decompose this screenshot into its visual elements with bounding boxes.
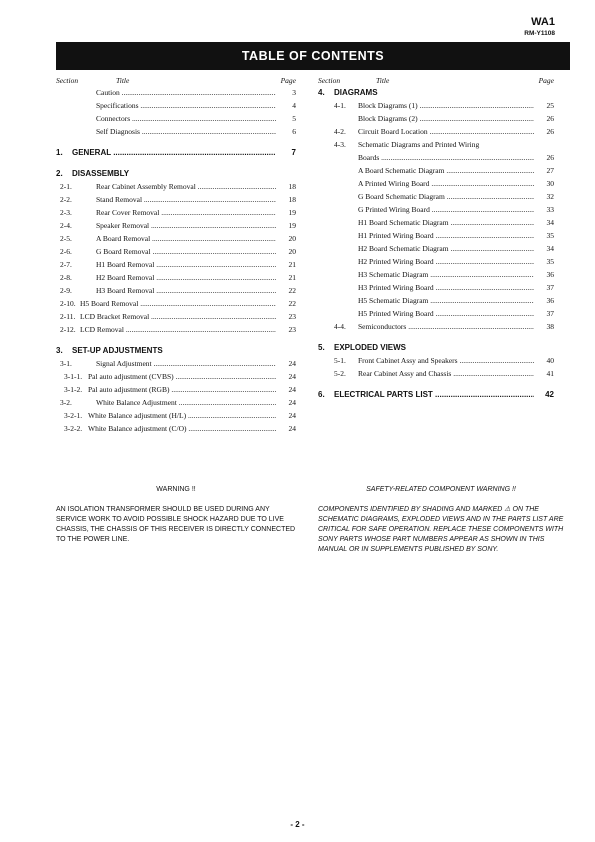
entry-title: Pal auto adjustment (CVBS) ..... [88,372,276,381]
entry-title: H2 Board Schematic Diagram ..... [358,244,534,253]
entry-title: Speaker Removal ..... [96,221,276,230]
entry-page: 26 [546,153,554,162]
toc-entry [56,312,296,325]
entry-number: 3-2-2. [64,424,83,433]
entry-page: 22 [288,286,296,295]
entry-number: 5-2. [334,369,346,378]
entry-title: H2 Board Removal ..... [96,273,276,282]
entry-title: LCD Removal ..... [80,325,276,334]
entry-number: 2-10. [60,299,76,308]
toc-entry [56,247,296,260]
entry-title: H5 Schematic Diagram ..... [358,296,534,305]
entry-number: 3-1-2. [64,385,83,394]
entry-number: 2-9. [60,286,72,295]
entry-number: 5-1. [334,356,346,365]
entry-number: 4-3. [334,140,346,149]
entry-number: 2-7. [60,260,72,269]
spacer [56,161,296,169]
toc-entry [56,195,296,208]
toc-section-heading [56,346,296,359]
toc-entry [318,140,554,153]
entry-number: 3-1. [60,359,72,368]
entry-page: 24 [288,411,296,420]
entry-page: 30 [546,179,554,188]
entry-title: Caution ..... [96,88,276,97]
entry-title: White Balance Adjustment ..... [96,398,276,407]
entry-title: Rear Cabinet Assy and Chassis ..... [358,369,534,378]
toc-section-heading [56,169,296,182]
toc-entry [56,88,296,101]
entry-number: 2-6. [60,247,72,256]
entry-page: 24 [288,359,296,368]
entry-page: 19 [288,208,296,217]
entry-page: 34 [546,244,554,253]
model-number: WA1 [531,16,555,28]
entry-number: 2-12. [60,325,76,334]
entry-title: Signal Adjustment ..... [96,359,276,368]
toc-entry [318,296,554,309]
toc-entry [56,208,296,221]
entry-title: H1 Board Removal ..... [96,260,276,269]
entry-page: 38 [546,322,554,331]
toc-entry [56,411,296,424]
toc-entry [318,270,554,283]
entry-title: H5 Board Removal ..... [80,299,276,308]
toc-entry [318,166,554,179]
entry-page: 21 [288,273,296,282]
entry-number: 2. [56,169,63,178]
page-number: - 2 - [290,820,305,829]
toc-entry [318,257,554,270]
column-header [318,74,554,88]
entry-page: 23 [288,312,296,321]
entry-number: 1. [56,148,63,157]
entry-number: 6. [318,390,325,399]
entry-page: 21 [288,260,296,269]
entry-page: 40 [546,356,554,365]
entry-title: A Printed Wiring Board ..... [358,179,534,188]
toc-entry [56,359,296,372]
entry-page: 24 [288,424,296,433]
entry-title: Circuit Board Location ..... [358,127,534,136]
entry-number: 2-2. [60,195,72,204]
toc-entry [318,231,554,244]
entry-page: 35 [546,231,554,240]
entry-title: H2 Printed Wiring Board ..... [358,257,534,266]
toc-entry [56,325,296,338]
toc-entry [318,322,554,335]
entry-number: 3. [56,346,63,355]
toc-entry [56,424,296,437]
entry-number: 3-2-1. [64,411,83,420]
entry-page: 42 [545,390,554,399]
toc-entry [318,153,554,166]
warning-title: WARNING !! [156,486,196,493]
entry-page: 33 [546,205,554,214]
entry-title: Schematic Diagrams and Printed Wiring [358,140,480,149]
entry-page: 19 [288,221,296,230]
toc-right-column [318,74,554,403]
toc-entry [318,179,554,192]
entry-number: 4-2. [334,127,346,136]
col-section-label: Section [56,76,79,85]
toc-entry [318,114,554,127]
toc-entry [318,369,554,382]
toc-left-column [56,74,296,437]
entry-number: 2-3. [60,208,72,217]
entry-number: 2-8. [60,273,72,282]
entry-title: H3 Schematic Diagram ..... [358,270,534,279]
toc-entry [318,192,554,205]
entry-page: 26 [546,114,554,123]
entry-title: Connectors ..... [96,114,276,123]
entry-title: Block Diagrams (1) ..... [358,101,534,110]
entry-number: 3-2. [60,398,72,407]
safety-title: SAFETY-RELATED COMPONENT WARNING !! [366,486,516,493]
remote-model: RM-Y1108 [524,30,555,37]
entry-page: 24 [288,398,296,407]
spacer [56,140,296,148]
entry-page: 36 [546,296,554,305]
toc-entry [318,218,554,231]
entry-page: 32 [546,192,554,201]
toc-section-heading [56,148,296,161]
entry-page: 23 [288,325,296,334]
entry-number: 2-11. [60,312,76,321]
toc-entry [56,101,296,114]
entry-title: H5 Printed Wiring Board ..... [358,309,534,318]
toc-entry [56,234,296,247]
toc-entry [56,398,296,411]
entry-title: G Board Schematic Diagram ..... [358,192,534,201]
entry-page: 34 [546,218,554,227]
col-page-label: Page [280,76,296,85]
toc-entry [56,127,296,140]
isolation-warning [56,486,296,545]
toc-title-bar [56,42,570,70]
entry-title: H1 Printed Wiring Board ..... [358,231,534,240]
toc-entry [56,260,296,273]
entry-title: G Printed Wiring Board ..... [358,205,534,214]
toc-entry [56,385,296,398]
entry-page: 20 [288,247,296,256]
entry-number: 3-1-1. [64,372,83,381]
toc-section-heading [318,88,554,101]
spacer [318,382,554,390]
toc-entry [318,309,554,322]
entry-title: GENERAL ..... [72,148,276,157]
entry-page: 6 [292,127,296,136]
toc-entry [318,283,554,296]
toc-entry [56,273,296,286]
entry-title: Front Cabinet Assy and Speakers ..... [358,356,534,365]
entry-page: 37 [546,283,554,292]
safety-warning [318,486,564,555]
entry-page: 25 [546,101,554,110]
entry-page: 26 [546,127,554,136]
entry-number: 2-1. [60,182,72,191]
toc-entry [318,356,554,369]
column-header [56,74,296,88]
entry-page: 24 [288,385,296,394]
col-title-label: Title [376,76,390,85]
toc-entry [56,182,296,195]
entry-page: 24 [288,372,296,381]
col-title-label: Title [116,76,130,85]
entry-page: 18 [288,195,296,204]
toc-entry [56,286,296,299]
entry-number: 4-1. [334,101,346,110]
toc-section-heading [318,343,554,356]
col-section-label: Section [318,76,341,85]
warning-body: AN ISOLATION TRANSFORMER SHOULD BE USED DURING ANY SERVICE WORK TO AVOID POSSIBLE SHOCK HAZARD DUE TO LIVE CHASSIS, THE CHASSIS OF THIS RECEIVER IS DIRECTLY CONNECTED TO THE POWER LINE. [56,506,296,543]
entry-title: LCD Bracket Removal ..... [80,312,276,321]
entry-title: Boards ..... [358,153,534,162]
toc-entry [56,114,296,127]
entry-title: Pal auto adjustment (RGB) ..... [88,385,276,394]
toc-entry [318,127,554,140]
entry-page: 3 [292,88,296,97]
entry-page: 18 [288,182,296,191]
spacer [318,335,554,343]
entry-title: DISASSEMBLY [72,169,130,178]
entry-title: A Board Removal ..... [96,234,276,243]
entry-number: 5. [318,343,325,352]
entry-title: Rear Cabinet Assembly Removal ..... [96,182,276,191]
entry-page: 22 [288,299,296,308]
entry-number: 2-4. [60,221,72,230]
entry-title: H1 Board Schematic Diagram ..... [358,218,534,227]
entry-title: H3 Printed Wiring Board ..... [358,283,534,292]
entry-page: 4 [292,101,296,110]
entry-page: 36 [546,270,554,279]
entry-title: Stand Removal ..... [96,195,276,204]
entry-page: 37 [546,309,554,318]
entry-title: H3 Board Removal ..... [96,286,276,295]
entry-title: Semiconductors ..... [358,322,534,331]
entry-page: 20 [288,234,296,243]
entry-number: 4. [318,88,325,97]
entry-page: 35 [546,257,554,266]
toc-entry [56,372,296,385]
col-page-label: Page [538,76,554,85]
entry-page: 7 [291,148,296,157]
toc-entry [56,299,296,312]
entry-number: 2-5. [60,234,72,243]
entry-title: White Balance adjustment (H/L) ..... [88,411,276,420]
entry-page: 41 [546,369,554,378]
toc-entry [318,244,554,257]
entry-page: 5 [292,114,296,123]
entry-title: A Board Schematic Diagram ..... [358,166,534,175]
toc-title: TABLE OF CONTENTS [241,49,385,63]
safety-body: COMPONENTS IDENTIFIED BY SHADING AND MARKED ⚠ ON THE SCHEMATIC DIAGRAMS, EXPLODED VIEWS AND IN THE PARTS LIST ARE CRITICAL FOR SAFE OPERATION. REPLACE THESE COMPONENTS WITH SONY PARTS WHOSE PART NUMBERS APPEAR AS SHOWN IN THIS MANUAL OR IN SUPPLEMENTS PUBLISHED BY SONY. [318,506,564,553]
spacer [56,338,296,346]
entry-title: White Balance adjustment (C/O) ..... [88,424,276,433]
entry-title: EXPLODED VIEWS [334,343,407,352]
toc-entry [56,221,296,234]
entry-page: 27 [546,166,554,175]
entry-title: Block Diagrams (2) ..... [358,114,534,123]
entry-title: Self Diagnosis ..... [96,127,276,136]
entry-title: Rear Cover Removal ..... [96,208,276,217]
entry-title: ELECTRICAL PARTS LIST ..... [334,390,534,399]
toc-entry [318,101,554,114]
entry-number: 4-4. [334,322,346,331]
entry-title: DIAGRAMS [334,88,378,97]
entry-title: G Board Removal ..... [96,247,276,256]
entry-title: SET-UP ADJUSTMENTS [72,346,163,355]
toc-section-heading [318,390,554,403]
entry-title: Specifications ..... [96,101,276,110]
toc-entry [318,205,554,218]
